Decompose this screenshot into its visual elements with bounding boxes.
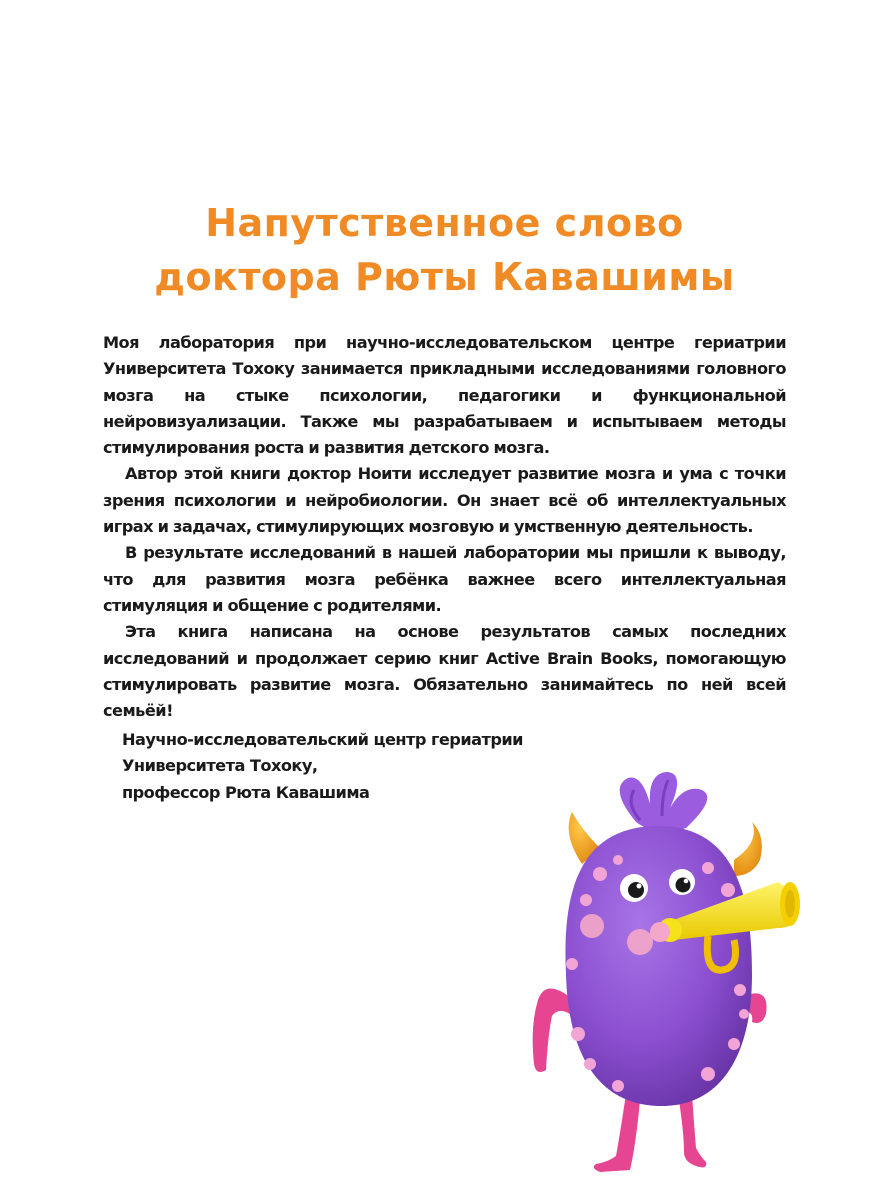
signature-line-2: Университета Тохоку, bbox=[122, 756, 318, 776]
title-line-2: доктора Рюты Кавашимы bbox=[154, 255, 735, 299]
signature-line-3: профессор Рюта Кавашима bbox=[122, 782, 370, 802]
purple-monster-with-horn-icon bbox=[508, 764, 808, 1174]
signature-line-1: Научно-исследовательский центр гериатрии bbox=[122, 730, 523, 749]
paragraph-3: В результате исследований в нашей лаборатории мы пришли к выводу, что для развития мозга ребёнка важнее всего интеллектуальная стимуляция и общение с родителями. bbox=[103, 543, 786, 615]
body-text bbox=[103, 330, 786, 724]
paragraph-1: Моя лаборатория при научно-исследовательском центре гериатрии Университета Тохоку занимается прикладными исследованиями головного мозга на стыке психологии, педагогики и функциональной нейровизуализации. Также мы разрабатываем и испытываем методы стимулирования роста и развития детского мозга. bbox=[103, 333, 786, 458]
page-title bbox=[0, 196, 889, 304]
paragraph-4: Эта книга написана на основе результатов самых последних исследований и продолжает серию книг Active Brain Books, помогающую стимулировать развитие мозга. Обязательно занимайтесь по ней всей семьёй! bbox=[103, 622, 786, 721]
paragraph-2: Автор этой книги доктор Ноити исследует развитие мозга и ума с точки зрения психологии и нейробиологии. Он знает всё об интеллектуальных играх и задачах, стимулирующих мозговую и умственную деятельность. bbox=[103, 464, 786, 537]
title-line-1: Напутственное слово bbox=[205, 201, 684, 245]
